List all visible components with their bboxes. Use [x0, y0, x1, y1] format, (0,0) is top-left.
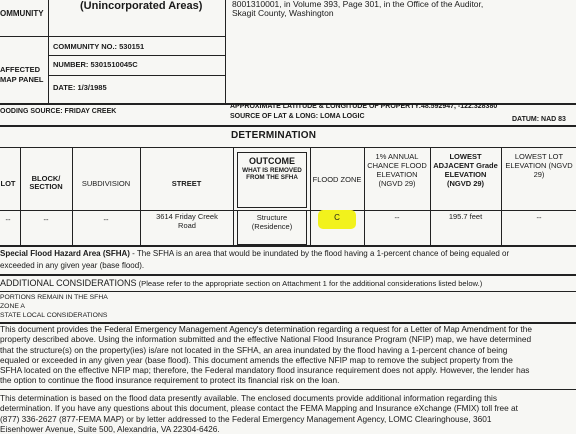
additional-title: ADDITIONAL CONSIDERATIONS: [0, 278, 137, 288]
additional-item: PORTIONS REMAIN IN THE SFHA: [0, 294, 108, 301]
paragraph-line: that the structure(s) on the property(ies) is/are not located in the SFHA, an area inundated by the flood having a 1-percent chance of being: [0, 344, 508, 355]
header-vertical-divider: [48, 0, 49, 104]
cell-street: 3614 Friday Creek Road: [156, 212, 218, 230]
table-header-top-rule: [0, 147, 576, 148]
cell-chance-elevation: --: [394, 213, 400, 222]
additional-top-rule: [0, 274, 576, 276]
contact-paragraph: [0, 393, 518, 434]
sfha-text-1: - The SFHA is an area that would be inundated by the flood having a 1-percent chance of being equaled or: [129, 249, 510, 258]
cell-lot: --: [5, 215, 11, 224]
datum: DATUM: NAD 83: [512, 116, 566, 123]
col-line-6: [364, 147, 365, 246]
col-header-lot-elevation: LOWEST LOT ELEVATION (NGVD 29): [505, 152, 573, 179]
unincorporated-areas: (Unincorporated Areas): [80, 0, 203, 12]
cell-lot-elevation: --: [536, 213, 542, 222]
map-panel-date: DATE: 1/3/1985: [53, 83, 107, 92]
community-number: COMMUNITY NO.: 530151: [53, 42, 145, 51]
lat-long: APPROXIMATE LATITUDE & LONGITUDE OF PROPERTY:48.592947, -122.328380: [230, 103, 498, 110]
cell-outcome: Structure (Residence): [251, 213, 293, 231]
col-header-lot: LOT: [0, 179, 16, 188]
outcome-subheader: WHAT IS REMOVED FROM THE SFHA: [242, 167, 302, 181]
additional-considerations-line: [0, 279, 482, 288]
paragraph-line: property described above. Using the information submitted and the effective National Flood Insurance Program (NFIP) map, we have determined: [0, 334, 532, 345]
paragraph-line: the option to continue the flood insurance requirement to protect its financial risk on the loan.: [0, 375, 340, 386]
paragraph-line: This determination is based on the flood data presently available. The enclosed documents provide additional information regarding this: [0, 393, 498, 403]
paragraph-line: SFHA located on the effective NFIP map; therefore, the Federal mandatory flood insurance requirement does not apply. However, the lender has: [0, 365, 530, 376]
sfha-text-2: exceeded in any given year (base flood).: [0, 261, 145, 270]
header-right-divider: [225, 0, 226, 104]
sfha-definition-line-1: [0, 250, 509, 258]
determination-title: DETERMINATION: [231, 130, 317, 141]
cell-lag-elevation: 195.7 feet: [448, 212, 483, 221]
table-bottom-rule: [0, 245, 576, 247]
col-header-flood-zone: FLOOD ZONE: [312, 175, 362, 184]
col-header-street: STREET: [171, 179, 202, 188]
col-line-8: [501, 147, 502, 246]
additional-item: ZONE A: [0, 303, 25, 310]
header-rule-2: [48, 55, 226, 56]
cell-flood-zone: C: [334, 213, 340, 222]
affected-label-1: AFFECTED: [0, 65, 40, 74]
sfha-term: Special Flood Hazard Area (SFHA): [0, 249, 130, 258]
col-header-chance-elevation: 1% ANNUAL CHANCE FLOOD ELEVATION (NGVD 29): [367, 152, 427, 188]
col-header-block: BLOCK/ SECTION: [29, 174, 63, 192]
recording-line-2: Skagit County, Washington: [232, 8, 334, 18]
col-line-4: [233, 147, 234, 246]
col-line-5: [310, 147, 311, 246]
col-line-3: [140, 147, 141, 246]
recording-line-1: 8001310001, in Volume 393, Page 301, in the Office of the Auditor,: [232, 0, 484, 9]
determination-paragraph: [0, 324, 532, 386]
additional-note: (Please refer to the appropriate section on Attachment 1 for the additional considerations listed below.): [136, 279, 483, 288]
header-rule-3: [48, 75, 226, 76]
map-panel-number: NUMBER: 5301510045C: [53, 60, 138, 69]
paragraph-line: (877) 336-2627 (877-FEMA MAP) or by letter addressed to the Federal Emergency Management Agency, LOMC Clearinghouse, 3601: [0, 413, 492, 424]
paragraph-line: determination. If you have any questions about this document, please contact the FEMA Mapping and Insurance eXchange (FMIX) toll free at: [0, 403, 518, 414]
paragraph-divider: [0, 389, 576, 390]
col-header-subdivision: SUBDIVISION: [81, 179, 131, 188]
source-lat-long: SOURCE OF LAT & LONG: LOMA LOGIC: [230, 113, 365, 120]
community-label: OMMUNITY: [0, 9, 44, 18]
determination-top-rule: [0, 125, 576, 127]
flooding-source: OODING SOURCE: FRIDAY CREEK: [0, 108, 117, 115]
additional-item: STATE LOCAL CONSIDERATIONS: [0, 312, 108, 319]
cell-block: --: [43, 215, 49, 224]
paragraph-line: Eisenhower Avenue, Suite 500, Alexandria, VA 22304-6426.: [0, 423, 220, 434]
header-rule-1: [0, 36, 226, 37]
paragraph-line: equaled or exceeded in any given year (base flood). This document amends the effective NFIP map to remove the subject property from the: [0, 354, 513, 365]
additional-divider: [0, 291, 576, 292]
col-line-7: [430, 147, 431, 246]
affected-label-2: MAP PANEL: [0, 75, 44, 84]
col-line-1: [20, 147, 21, 246]
col-header-outcome: OUTCOME: [249, 156, 295, 166]
col-line-2: [72, 147, 73, 246]
paragraph-line: This document provides the Federal Emergency Management Agency's determination regarding a request for a Letter of Map Amendment for the: [0, 324, 532, 334]
col-header-lag-elevation: LOWEST ADJACENT Grade ELEVATION (NGVD 29): [433, 152, 498, 188]
cell-subdivision: --: [103, 215, 109, 224]
